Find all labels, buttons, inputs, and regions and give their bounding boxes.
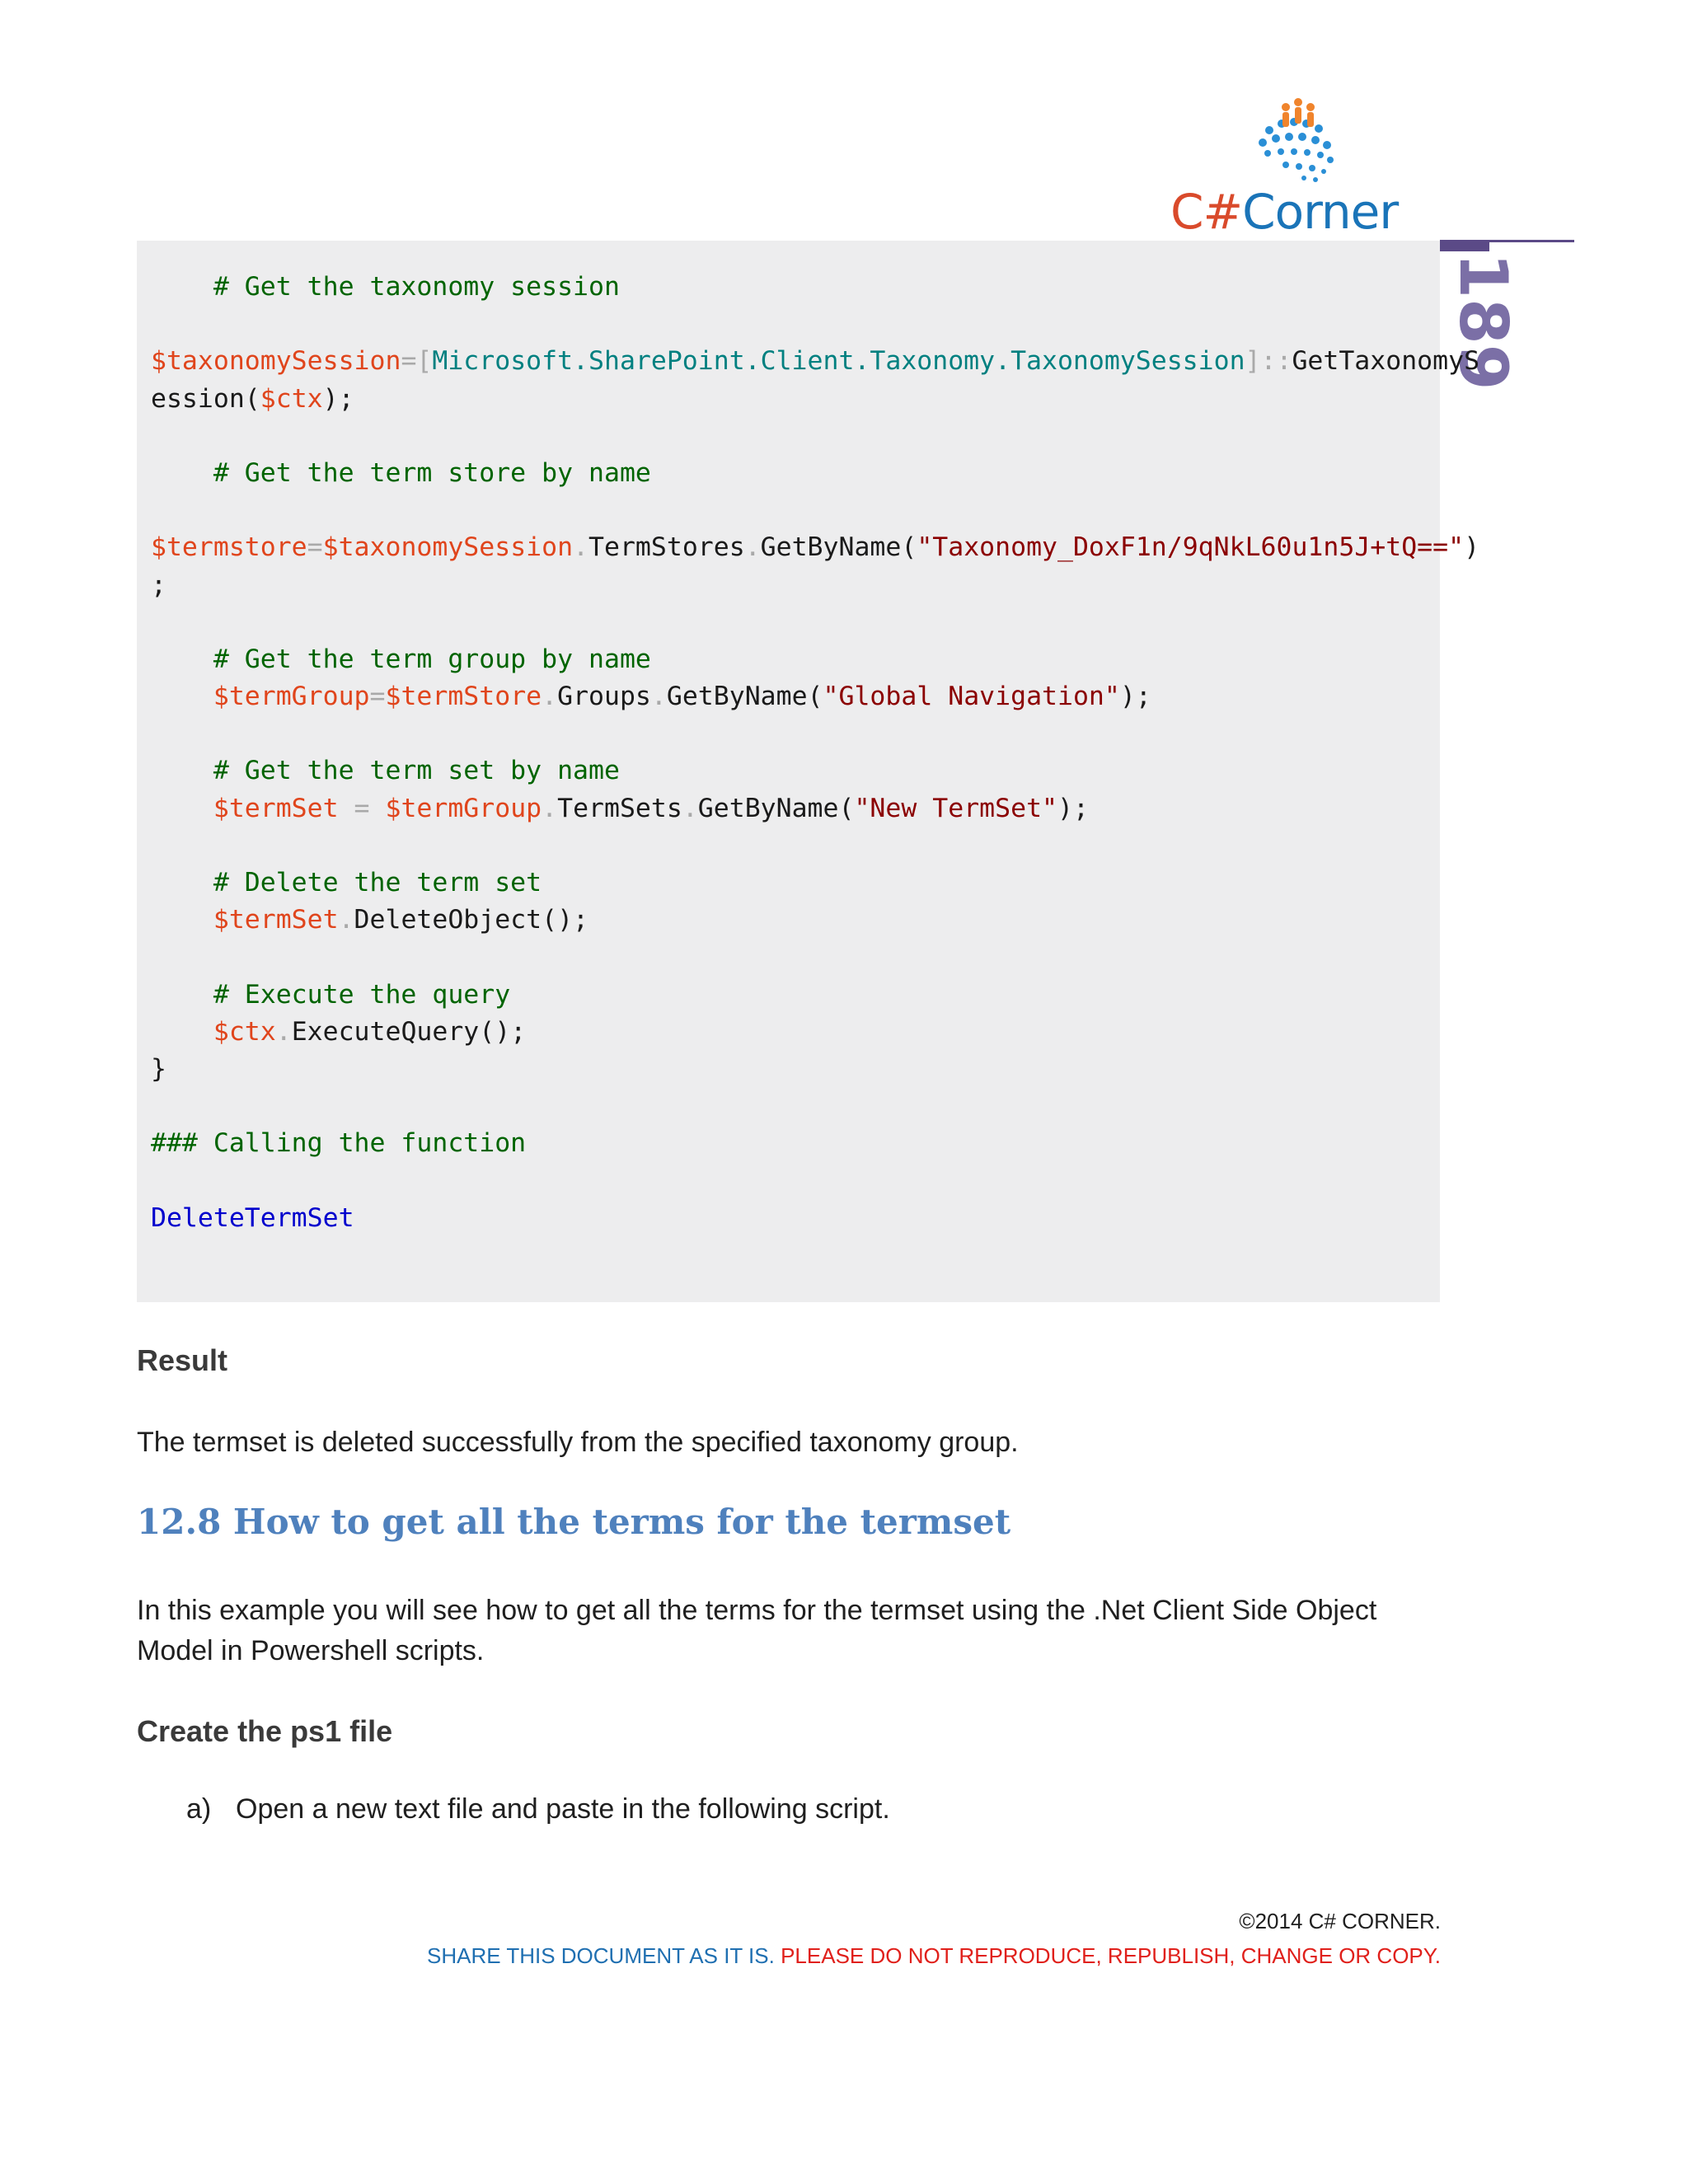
- code-token: GetByName(: [760, 532, 917, 563]
- result-text: The termset is deleted successfully from the specified taxonomy group.: [137, 1427, 1019, 1458]
- code-token: ExecuteQuery();: [291, 1016, 527, 1047]
- code-token: $taxonomySession: [322, 532, 574, 563]
- code-token: $termGroup: [213, 682, 370, 712]
- code-token: [151, 1017, 213, 1047]
- code-token: "Global Navigation": [823, 682, 1120, 712]
- c-corner-logo: [1170, 97, 1434, 241]
- result-heading: Result: [137, 1343, 228, 1377]
- code-token: =[: [401, 346, 433, 377]
- code-token: [151, 682, 213, 711]
- code-line: [151, 418, 1479, 455]
- code-line: [151, 306, 1479, 343]
- code-line: [151, 567, 1479, 604]
- code-line: [151, 343, 1479, 380]
- code-token: ### Calling the function: [151, 1128, 527, 1159]
- code-line: [151, 715, 1479, 752]
- code-token: ): [1464, 532, 1480, 563]
- code-token: [151, 905, 213, 935]
- code-token: # Execute the query: [151, 979, 511, 1010]
- code-token: $termSet: [213, 905, 339, 935]
- code-token: $ctx: [213, 1016, 276, 1047]
- code-token: ;: [151, 569, 166, 600]
- code-token: );: [1119, 682, 1151, 712]
- code-line: [151, 641, 1479, 678]
- code-token: .: [744, 532, 761, 563]
- code-token: TermSets: [557, 793, 682, 823]
- code-token: $ctx: [260, 383, 323, 414]
- code-token: # Get the term set by name: [151, 756, 620, 786]
- code-line: [151, 752, 1479, 790]
- logo-globe-icon: [1170, 97, 1434, 188]
- code-token: ]::: [1245, 346, 1292, 377]
- code-token: .: [650, 682, 667, 712]
- code-token: # Get the term group by name: [151, 644, 651, 674]
- code-token: # Get the term store by name: [151, 457, 651, 488]
- code-token: DeleteObject();: [354, 905, 589, 935]
- page-number: 189: [1445, 252, 1522, 391]
- code-token: Microsoft.SharePoint.Client.Taxonomy.TaxonomySession: [432, 346, 1245, 377]
- code-token: "New TermSet": [854, 793, 1057, 823]
- code-token: DeleteTermSet: [151, 1202, 354, 1233]
- code-token: .: [338, 905, 354, 935]
- code-token: GetByName(: [666, 682, 823, 712]
- code-token: .: [542, 682, 558, 712]
- page-tab-marker: [1440, 241, 1489, 251]
- code-line: [151, 381, 1479, 418]
- code-token: GetByName(: [697, 793, 855, 823]
- step-item: [186, 1793, 890, 1825]
- code-token: .: [542, 793, 558, 823]
- footer-copyright: ©2014 C# CORNER.: [1239, 1909, 1441, 1933]
- step-text: Open a new text file and paste in the following script.: [236, 1793, 890, 1825]
- code-token: ession(: [151, 383, 260, 414]
- code-line: [151, 1088, 1479, 1125]
- code-token: # Get the taxonomy session: [151, 272, 620, 302]
- code-token: $termSet: [213, 793, 339, 823]
- section-intro: In this example you will see how to get all the terms for the termset using the .Net Client Side Object Model in Powershell scripts.: [137, 1595, 1377, 1666]
- code-line: [151, 1200, 1479, 1237]
- code-line: [151, 790, 1479, 827]
- code-line: [151, 455, 1479, 492]
- code-token: =: [338, 793, 386, 823]
- code-line: [151, 1125, 1479, 1162]
- code-line: [151, 492, 1479, 529]
- code-token: TermStores: [588, 532, 745, 563]
- code-token: "Taxonomy_DoxF1n/9qNkL60u1n5J+tQ==": [917, 532, 1465, 563]
- create-ps1-heading: Create the ps1 file: [137, 1714, 393, 1748]
- code-line: [151, 529, 1479, 566]
- footer-share-notice: SHARE THIS DOCUMENT AS IT IS.: [426, 1943, 775, 1968]
- code-line: [151, 1014, 1479, 1051]
- code-line: [151, 604, 1479, 641]
- code-token: GetTaxonomyS: [1292, 346, 1480, 377]
- code-token: # Delete the term set: [151, 868, 542, 898]
- code-token: );: [322, 383, 354, 414]
- code-line: [151, 678, 1479, 715]
- code-token: $taxonomySession: [151, 346, 401, 377]
- code-line: [151, 902, 1479, 939]
- section-title: 12.8 How to get all the terms for the termset: [137, 1502, 1011, 1542]
- code-token: =: [369, 682, 386, 712]
- code-line: [151, 939, 1479, 976]
- code-token: }: [151, 1053, 166, 1084]
- logo-text: C#Corner: [1170, 184, 1399, 240]
- code-token: );: [1057, 793, 1089, 823]
- step-marker: a): [186, 1793, 212, 1825]
- code-line: [151, 827, 1479, 865]
- code-token: [151, 794, 213, 823]
- footer-copy-warning: PLEASE DO NOT REPRODUCE, REPUBLISH, CHANGE OR COPY.: [781, 1943, 1441, 1968]
- code-token: Groups: [557, 682, 651, 712]
- code-token: .: [682, 793, 698, 823]
- code-line: [151, 269, 1479, 306]
- code-token: $termstore: [151, 532, 307, 563]
- code-block: [151, 269, 1479, 1237]
- code-line: [151, 977, 1479, 1014]
- code-token: $termStore: [385, 682, 542, 712]
- code-token: .: [573, 532, 589, 563]
- code-token: .: [275, 1016, 292, 1047]
- code-line: [151, 1163, 1479, 1200]
- code-token: =: [307, 532, 323, 563]
- code-line: [151, 1051, 1479, 1088]
- footer-notice: [427, 1943, 1441, 1969]
- code-line: [151, 865, 1479, 902]
- code-token: $termGroup: [385, 793, 542, 823]
